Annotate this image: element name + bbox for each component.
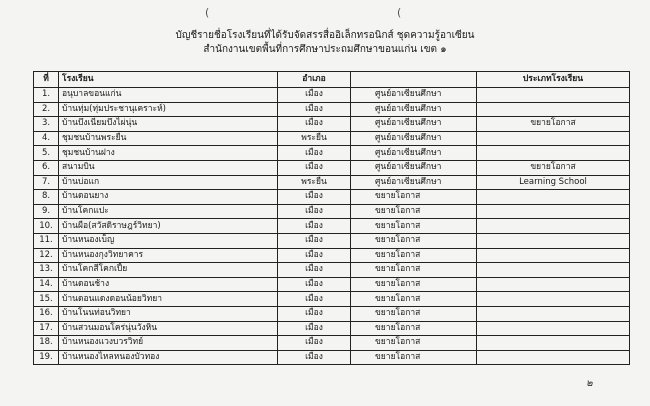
row-number: 9. xyxy=(34,204,59,219)
row-number: 4. xyxy=(34,131,59,146)
row-number: 16. xyxy=(34,306,59,321)
document-title: บัญชีรายชื่อโรงเรียนที่ได้รับจัดสรรสื่ออิเล็กทรอนิกส์ ชุดความรู้อาเซียน xyxy=(175,30,475,41)
district: เมือง xyxy=(278,102,351,117)
district: เมือง xyxy=(278,190,351,205)
school-name: บ้านโนนท่อนวิทยา xyxy=(59,306,278,321)
district: เมือง xyxy=(278,219,351,234)
school-category: ศูนย์อาเซียนศึกษา xyxy=(351,102,477,117)
header-blank xyxy=(351,72,477,88)
school-extra-type xyxy=(477,102,630,117)
school-name: บ้านสวนมอนโคร่นุ่นวังหิน xyxy=(59,321,278,336)
district: เมือง xyxy=(278,117,351,132)
table-row xyxy=(34,233,630,248)
school-extra-type xyxy=(477,88,630,103)
school-name: บ้านบึงเนียมบึงไผ่นุ่น xyxy=(59,117,278,132)
document-subtitle: สำนักงานเขตพื้นที่การศึกษาประถมศึกษาขอนแก่น เขต ๑ xyxy=(203,44,447,55)
table-row xyxy=(34,292,630,307)
school-category: ขยายโอกาส xyxy=(351,248,477,263)
row-number: 19. xyxy=(34,350,59,365)
school-category: ขยายโอกาส xyxy=(351,306,477,321)
school-category: ขยายโอกาส xyxy=(351,190,477,205)
table-row xyxy=(34,175,630,190)
district: เมือง xyxy=(278,277,351,292)
school-extra-type xyxy=(477,146,630,161)
school-extra-type: ขยายโอกาส xyxy=(477,160,630,175)
school-name: บ้านดอนแดงดอนน้อยวิทยา xyxy=(59,292,278,307)
row-number: 10. xyxy=(34,219,59,234)
school-extra-type xyxy=(477,306,630,321)
school-name: บ้านโคกแปะ xyxy=(59,204,278,219)
header-school-type: ประเภทโรงเรียน xyxy=(477,72,630,88)
table-row xyxy=(34,146,630,161)
table-row xyxy=(34,117,630,132)
row-number: 13. xyxy=(34,263,59,278)
school-category: ศูนย์อาเซียนศึกษา xyxy=(351,175,477,190)
row-number: 15. xyxy=(34,292,59,307)
school-extra-type: ขยายโอกาส xyxy=(477,117,630,132)
district: เมือง xyxy=(278,336,351,351)
table-row xyxy=(34,277,630,292)
district: พระยืน xyxy=(278,131,351,146)
school-extra-type xyxy=(477,277,630,292)
school-extra-type xyxy=(477,233,630,248)
school-table xyxy=(33,71,630,365)
bracket-mark-1: ( xyxy=(205,6,210,19)
district: เมือง xyxy=(278,248,351,263)
school-category: ขยายโอกาส xyxy=(351,292,477,307)
school-category: ศูนย์อาเซียนศึกษา xyxy=(351,131,477,146)
district: เมือง xyxy=(278,292,351,307)
district: เมือง xyxy=(278,160,351,175)
school-category: ขยายโอกาส xyxy=(351,321,477,336)
school-name: ชุมชนบ้านฝาง xyxy=(59,146,278,161)
school-category: ขยายโอกาส xyxy=(351,277,477,292)
row-number: 11. xyxy=(34,233,59,248)
school-name: บ้านหนองเบ็ญ xyxy=(59,233,278,248)
header-school: โรงเรียน xyxy=(59,72,278,88)
school-extra-type xyxy=(477,292,630,307)
bracket-mark-2: ( xyxy=(397,6,402,19)
row-number: 14. xyxy=(34,277,59,292)
school-category: ขยายโอกาส xyxy=(351,336,477,351)
school-name: บ้านผือ(สวัสดิราษฎร์วิทยา) xyxy=(59,219,278,234)
district: เมือง xyxy=(278,306,351,321)
row-number: 5. xyxy=(34,146,59,161)
school-extra-type xyxy=(477,263,630,278)
table-row xyxy=(34,131,630,146)
school-extra-type xyxy=(477,248,630,263)
table-row xyxy=(34,248,630,263)
row-number: 3. xyxy=(34,117,59,132)
school-extra-type xyxy=(477,204,630,219)
school-extra-type: Learning School xyxy=(477,175,630,190)
row-number: 17. xyxy=(34,321,59,336)
page-number-mark: ๒ xyxy=(586,378,593,389)
table-row xyxy=(34,88,630,103)
table-row xyxy=(34,306,630,321)
header-district: อำเภอ xyxy=(278,72,351,88)
table-row xyxy=(34,204,630,219)
district: เมือง xyxy=(278,146,351,161)
table-row xyxy=(34,160,630,175)
school-name: บ้านดอนยาง xyxy=(59,190,278,205)
school-extra-type xyxy=(477,190,630,205)
row-number: 2. xyxy=(34,102,59,117)
table-row xyxy=(34,350,630,365)
table-row xyxy=(34,102,630,117)
school-category: ขยายโอกาส xyxy=(351,219,477,234)
district: เมือง xyxy=(278,233,351,248)
school-name: บ้านหนองไหลหนองบัวทอง xyxy=(59,350,278,365)
school-extra-type xyxy=(477,219,630,234)
district: พระยืน xyxy=(278,175,351,190)
row-number: 7. xyxy=(34,175,59,190)
table-row xyxy=(34,263,630,278)
school-category: ขยายโอกาส xyxy=(351,350,477,365)
school-extra-type xyxy=(477,350,630,365)
school-category: ศูนย์อาเซียนศึกษา xyxy=(351,160,477,175)
school-name: บ้านหนองแวงบวรวิทย์ xyxy=(59,336,278,351)
school-category: ขยายโอกาส xyxy=(351,204,477,219)
school-name: บ้านทุ่ม(ทุ่มประชานุเคราะห์) xyxy=(59,102,278,117)
school-name: อนุบาลขอนแก่น xyxy=(59,88,278,103)
school-extra-type xyxy=(477,131,630,146)
row-number: 6. xyxy=(34,160,59,175)
row-number: 18. xyxy=(34,336,59,351)
school-extra-type xyxy=(477,321,630,336)
school-name: บ้านโคกสีโคกเปี้ย xyxy=(59,263,278,278)
school-name: บ้านหนองกุงวิทยาคาร xyxy=(59,248,278,263)
district: เมือง xyxy=(278,88,351,103)
district: เมือง xyxy=(278,263,351,278)
table-header-row xyxy=(34,72,630,88)
school-extra-type xyxy=(477,336,630,351)
table-row xyxy=(34,321,630,336)
district: เมือง xyxy=(278,321,351,336)
district: เมือง xyxy=(278,204,351,219)
table-row xyxy=(34,336,630,351)
school-category: ขยายโอกาส xyxy=(351,263,477,278)
school-category: ศูนย์อาเซียนศึกษา xyxy=(351,117,477,132)
school-name: สนามบิน xyxy=(59,160,278,175)
school-name: บ้านดอนช้าง xyxy=(59,277,278,292)
row-number: 8. xyxy=(34,190,59,205)
row-number: 12. xyxy=(34,248,59,263)
district: เมือง xyxy=(278,350,351,365)
school-category: ขยายโอกาส xyxy=(351,233,477,248)
school-category: ศูนย์อาเซียนศึกษา xyxy=(351,88,477,103)
school-category: ศูนย์อาเซียนศึกษา xyxy=(351,146,477,161)
row-number: 1. xyxy=(34,88,59,103)
school-name: ชุมชนบ้านพระยืน xyxy=(59,131,278,146)
table-row xyxy=(34,190,630,205)
table-body xyxy=(34,88,630,365)
header-no: ที่ xyxy=(34,72,59,88)
school-name: บ้านบ่อแก xyxy=(59,175,278,190)
table-row xyxy=(34,219,630,234)
